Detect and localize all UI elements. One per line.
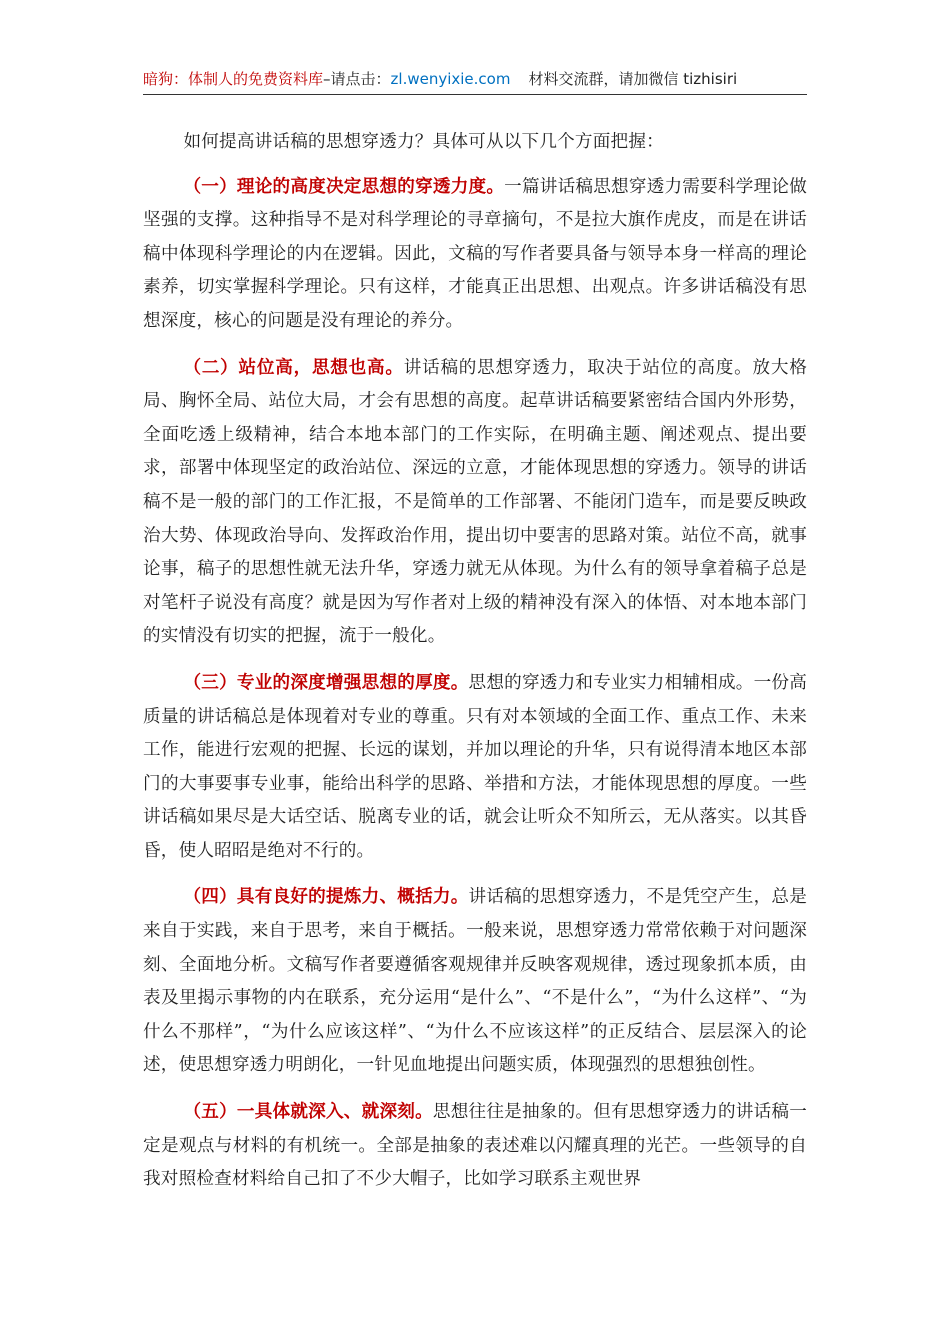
section-paragraph bbox=[143, 170, 807, 339]
section-body: 一篇讲话稿思想穿透力需要科学理论做坚强的支撑。这种指导不是对科学理论的寻章摘句，不是拉大旗作虎皮，而是在讲话稿中体现科学理论的内在逻辑。因此，文稿的写作者要具备与领导本身一样高的理论素养，切实掌握科学理论。只有这样，才能真正出思想、出观点。许多讲话稿没有思想深度，核心的问题是没有理论的养分。 bbox=[143, 176, 807, 331]
section-body: 思想的穿透力和专业实力相辅相成。一份高质量的讲话稿总是体现着对专业的尊重。只有对本领域的全面工作、重点工作、未来工作，能进行宏观的把握、长远的谋划，并加以理论的升华，只有说得清本地区本部门的大事要事专业事，能给出科学的思路、举措和方法，才能体现思想的厚度。一些讲话稿如果尽是大话空话、脱离专业的话，就会让听众不知所云，无从落实。以其昏昏，使人昭昭是绝对不行的。 bbox=[143, 672, 808, 861]
section-heading: （四）具有良好的提炼力、概括力。 bbox=[183, 886, 469, 908]
header-click-prompt: –请点击： bbox=[323, 70, 391, 88]
section-heading: （五）一具体就深入、就深刻。 bbox=[183, 1101, 433, 1123]
section-paragraph bbox=[143, 880, 807, 1083]
section-body: 讲话稿的思想穿透力，不是凭空产生，总是来自于实践，来自于思考，来自于概括。一般来说，思想穿透力常常依赖于对问题深刻、全面地分析。文稿写作者要遵循客观规律并反映客观规律，透过现象抓本质，由表及里揭示事物的内在联系，充分运用“是什么”、“不是什么”，“为什么这样”、“为什么不那样”，“为什么应该这样”、“为什么不应该这样”的正反结合、层层深入的论述，使思想穿透力明朗化，一针见血地提出问题实质，体现强烈的思想独创性。 bbox=[143, 887, 808, 1076]
section-body: 思想往往是抽象的。但有思想穿透力的讲话稿一定是观点与材料的有机统一。全部是抽象的表述难以闪耀真理的光芒。一些领导的自我对照检查材料给自己扣了不少大帽子，比如学习联系主观世界 bbox=[143, 1102, 807, 1190]
section-heading: （一）理论的高度决定思想的穿透力度。 bbox=[183, 175, 505, 197]
section-body: 讲话稿的思想穿透力，取决于站位的高度。放大格局、胸怀全局、站位大局，才会有思想的高度。起草讲话稿要紧密结合国内外形势，全面吃透上级精神，结合本地本部门的工作实际，在明确主题、阐述观点、提出要求，部署中体现坚定的政治站位、深远的立意，才能体现思想的穿透力。领导的讲话稿不是一般的部门的工作汇报，不是简单的工作部署、不能闭门造车，而是要反映政治大势、体现政治导向、发挥政治作用，提出切中要害的思路对策。站位不高，就事论事，稿子的思想性就无法升华，穿透力就无从体现。为什么有的领导拿着稿子总是对笔杆子说没有高度？就是因为写作者对上级的精神没有深入的体悟、对本地本部门的实情没有切实的把握，流于一般化。 bbox=[143, 357, 807, 647]
header-url-link[interactable]: zl.wenyixie.com bbox=[390, 70, 511, 88]
section-heading: （二）站位高，思想也高。 bbox=[183, 356, 404, 378]
intro-paragraph: 如何提高讲话稿的思想穿透力？具体可从以下几个方面把握： bbox=[183, 132, 664, 152]
section-paragraph bbox=[143, 351, 807, 654]
header-wechat-note: 材料交流群，请加微信 tizhisiri bbox=[528, 70, 738, 88]
section-heading: （三）专业的深度增强思想的厚度。 bbox=[183, 671, 469, 693]
document-body bbox=[143, 126, 807, 1209]
header-brand: 暗狗：体制人的免费资料库 bbox=[143, 70, 324, 88]
section-paragraph bbox=[143, 1095, 807, 1197]
section-paragraph bbox=[143, 666, 807, 869]
page-header bbox=[143, 66, 807, 95]
